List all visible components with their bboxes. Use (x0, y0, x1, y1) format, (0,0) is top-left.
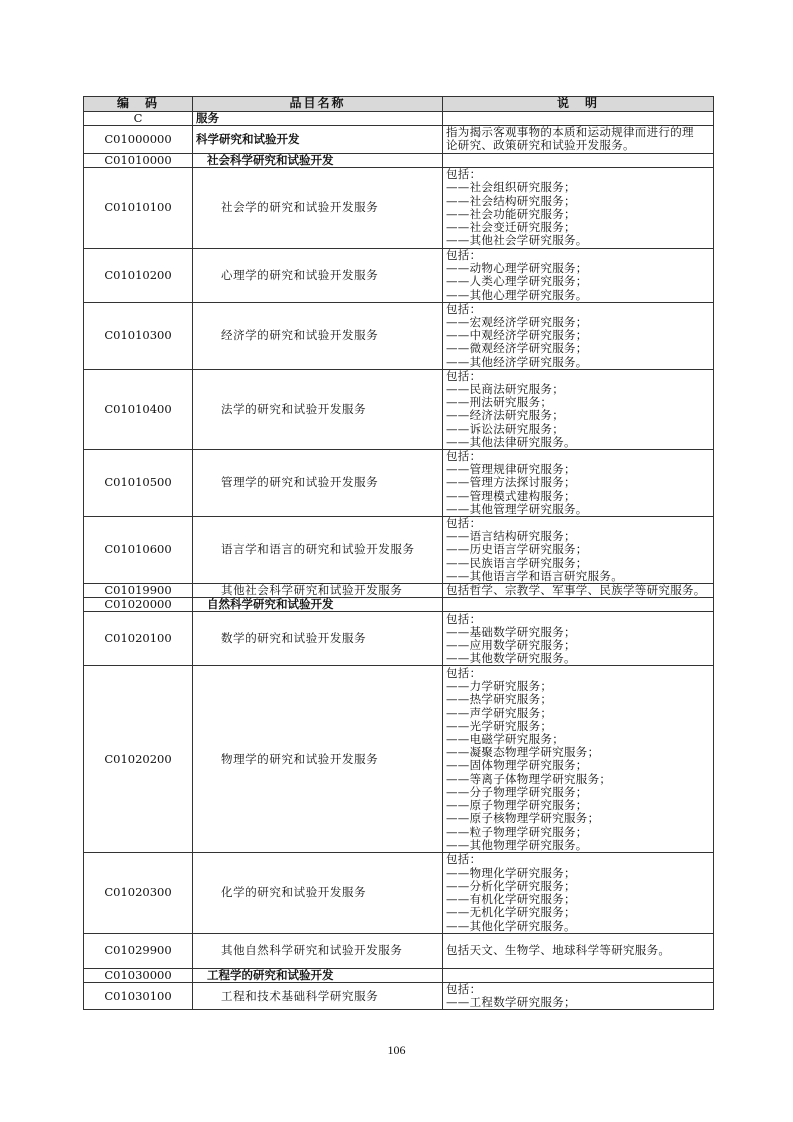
item-code: C01020200 (84, 666, 193, 853)
item-code: C01029900 (84, 933, 193, 968)
table-row (84, 248, 714, 302)
item-name: 社会科学研究和试验开发 (193, 153, 443, 167)
item-name: 经济学的研究和试验开发服务 (193, 302, 443, 369)
table-row (84, 584, 714, 598)
description-line: ——有机化学研究服务； (446, 892, 576, 907)
description-line: ——基础数学研究服务； (446, 624, 576, 639)
description-line: ——民族语言学研究服务； (446, 555, 588, 570)
item-name: 物理学的研究和试验开发服务 (193, 666, 443, 853)
item-code: C01010100 (84, 167, 193, 248)
item-description (443, 853, 714, 933)
description-line: ——其他管理学研究服务。 (446, 501, 588, 516)
description-line: 论研究、政策研究和试验开发服务。 (446, 138, 635, 153)
item-name: 管理学的研究和试验开发服务 (193, 450, 443, 517)
item-code: C01010500 (84, 450, 193, 517)
item-code: C01010400 (84, 369, 193, 449)
table-row (84, 598, 714, 612)
item-code: C01030100 (84, 982, 193, 1009)
table-row (84, 612, 714, 666)
description-line: ——粒子物理学研究服务； (446, 824, 588, 839)
item-description (443, 167, 714, 248)
item-description (443, 126, 714, 153)
description-line: ——分析化学研究服务； (446, 878, 576, 893)
description-line: ——民商法研究服务； (446, 382, 564, 397)
table-row (84, 167, 714, 248)
item-name: 法学的研究和试验开发服务 (193, 369, 443, 449)
item-description (443, 968, 714, 982)
description-line: 包括： (446, 368, 482, 383)
item-description (443, 302, 714, 369)
item-description (443, 112, 714, 126)
description-line: ——其他法律研究服务。 (446, 434, 576, 449)
item-name: 服务 (193, 112, 443, 126)
table-body (84, 112, 714, 1010)
description-line: ——其他数学研究服务。 (446, 651, 576, 666)
item-code: C01010200 (84, 248, 193, 302)
description-line: ——其他语言学和语言研究服务。 (446, 568, 623, 583)
description-line: ——光学研究服务； (446, 718, 553, 733)
item-description (443, 666, 714, 853)
description-line: ——管理方法探讨服务； (446, 475, 576, 490)
item-name: 数学的研究和试验开发服务 (193, 612, 443, 666)
description-line: ——其他心理学研究服务。 (446, 287, 588, 302)
item-description (443, 612, 714, 666)
table-row (84, 369, 714, 449)
item-code: C01019900 (84, 584, 193, 598)
item-name: 科学研究和试验开发 (193, 126, 443, 153)
description-line: ——热学研究服务； (446, 692, 553, 707)
header-name: 品目名称 (193, 97, 443, 112)
table-row (84, 153, 714, 167)
description-line: ——其他社会学研究服务。 (446, 233, 588, 248)
table-header-row (84, 97, 714, 112)
description-line: ——经济法研究服务； (446, 408, 564, 423)
table-row (84, 517, 714, 584)
table-row (84, 853, 714, 933)
table-row (84, 126, 714, 153)
description-line: ——固体物理学研究服务； (446, 758, 588, 773)
item-description (443, 369, 714, 449)
description-line: 包括天文、生物学、地球科学等研究服务。 (446, 943, 671, 958)
description-line: 包括： (446, 852, 482, 867)
item-description (443, 450, 714, 517)
item-description (443, 517, 714, 584)
description-line: ——社会组织研究服务； (446, 180, 576, 195)
catalog-table (83, 96, 714, 1010)
description-line: ——力学研究服务； (446, 679, 553, 694)
item-name: 语言学和语言的研究和试验开发服务 (193, 517, 443, 584)
description-line: ——社会功能研究服务； (446, 206, 576, 221)
description-line: ——声学研究服务； (446, 705, 553, 720)
description-line: ——历史语言学研究服务； (446, 542, 588, 557)
table-row (84, 933, 714, 968)
item-code: C01000000 (84, 126, 193, 153)
item-code: C01010000 (84, 153, 193, 167)
table-row (84, 112, 714, 126)
description-line: ——无机化学研究服务； (446, 905, 576, 920)
description-line: ——应用数学研究服务； (446, 637, 576, 652)
description-line: 包括： (446, 167, 482, 182)
description-line: 包括： (446, 301, 482, 316)
table-row (84, 968, 714, 982)
description-line: ——社会结构研究服务； (446, 193, 576, 208)
description-line: ——其他化学研究服务。 (446, 918, 576, 933)
description-line: 包括哲学、宗教学、军事学、民族学等研究服务。 (446, 583, 706, 598)
item-name: 工程学的研究和试验开发 (193, 968, 443, 982)
description-line: 包括： (446, 516, 482, 531)
item-code: C01020300 (84, 853, 193, 933)
description-line: ——中观经济学研究服务； (446, 328, 588, 343)
description-line: ——人类心理学研究服务； (446, 274, 588, 289)
item-name: 化学的研究和试验开发服务 (193, 853, 443, 933)
table-row (84, 450, 714, 517)
item-description (443, 933, 714, 968)
description-line: ——原子物理学研究服务； (446, 798, 588, 813)
item-name: 心理学的研究和试验开发服务 (193, 248, 443, 302)
description-line: 包括： (446, 449, 482, 464)
item-description (443, 584, 714, 598)
description-line: ——物理化学研究服务； (446, 865, 576, 880)
description-line: ——分子物理学研究服务； (446, 784, 588, 799)
item-description (443, 248, 714, 302)
item-code: C01020000 (84, 598, 193, 612)
description-line: ——宏观经济学研究服务； (446, 315, 588, 330)
item-name: 社会学的研究和试验开发服务 (193, 167, 443, 248)
table-row (84, 302, 714, 369)
description-line: ——管理规律研究服务； (446, 462, 576, 477)
page-number: 106 (387, 1043, 406, 1057)
description-line: 包括： (446, 666, 482, 681)
description-line: ——微观经济学研究服务； (446, 341, 588, 356)
item-name: 工程和技术基础科学研究服务 (193, 982, 443, 1009)
item-description (443, 153, 714, 167)
description-line: ——电磁学研究服务； (446, 732, 564, 747)
description-line: ——原子核物理学研究服务； (446, 811, 600, 826)
item-name: 自然科学研究和试验开发 (193, 598, 443, 612)
description-line: ——动物心理学研究服务； (446, 261, 588, 276)
description-line: ——诉讼法研究服务； (446, 421, 564, 436)
description-line: ——语言结构研究服务； (446, 529, 576, 544)
item-description (443, 598, 714, 612)
item-code: C01030000 (84, 968, 193, 982)
description-line: ——凝聚态物理学研究服务； (446, 745, 600, 760)
description-line: ——刑法研究服务； (446, 395, 553, 410)
header-desc: 说 明 (443, 97, 714, 112)
description-line: 包括： (446, 611, 482, 626)
description-line: ——管理模式建构服务； (446, 488, 576, 503)
item-description (443, 982, 714, 1009)
description-line: ——工程数学研究服务； (446, 995, 576, 1010)
description-line: 包括： (446, 981, 482, 996)
item-name: 其他自然科学研究和试验开发服务 (193, 933, 443, 968)
table-row (84, 982, 714, 1009)
item-code: C01010300 (84, 302, 193, 369)
item-code: C01010600 (84, 517, 193, 584)
description-line: ——等离子体物理学研究服务； (446, 771, 612, 786)
item-code: C01020100 (84, 612, 193, 666)
item-code: C (84, 112, 193, 126)
description-line: 指为揭示客观事物的本质和运动规律而进行的理 (446, 125, 694, 140)
table-row (84, 666, 714, 853)
description-line: ——其他经济学研究服务。 (446, 354, 588, 369)
description-line: ——其他物理学研究服务。 (446, 837, 588, 852)
header-code: 编 码 (84, 97, 193, 112)
item-name: 其他社会科学研究和试验开发服务 (193, 584, 443, 598)
description-line: ——社会变迁研究服务； (446, 220, 576, 235)
description-line: 包括： (446, 247, 482, 262)
